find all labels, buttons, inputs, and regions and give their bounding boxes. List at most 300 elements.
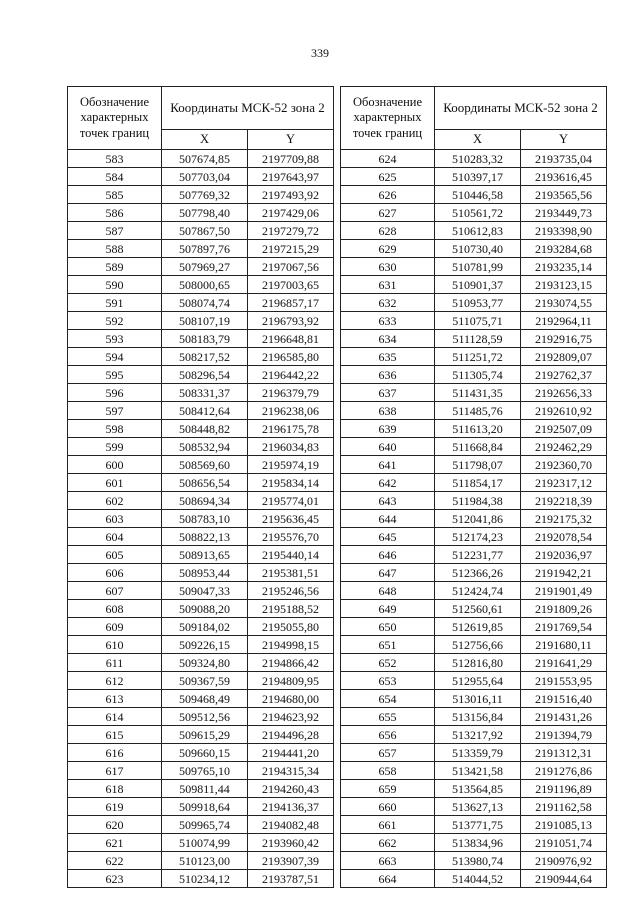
table-row [341,834,607,852]
x-coordinate-cell: 510901,37 [435,276,521,294]
y-coordinate-cell: 2193565,56 [521,186,607,204]
point-number-cell: 592 [68,312,162,330]
point-number-cell: 637 [341,384,435,402]
x-coordinate-cell: 510953,77 [435,294,521,312]
point-number-cell: 587 [68,222,162,240]
point-number-cell: 661 [341,816,435,834]
x-coordinate-cell: 509184,02 [162,618,248,636]
x-coordinate-cell: 509226,15 [162,636,248,654]
table-row [341,528,607,546]
y-coordinate-cell: 2192317,12 [521,474,607,492]
x-coordinate-cell: 513421,58 [435,762,521,780]
point-number-cell: 615 [68,726,162,744]
x-coordinate-cell: 508331,37 [162,384,248,402]
x-coordinate-cell: 508000,65 [162,276,248,294]
y-coordinate-cell: 2196793,92 [248,312,334,330]
x-coordinate-cell: 509660,15 [162,744,248,762]
point-number-cell: 652 [341,654,435,672]
y-coordinate-cell: 2193074,55 [521,294,607,312]
y-coordinate-cell: 2191196,89 [521,780,607,798]
y-coordinate-cell: 2196442,22 [248,366,334,384]
table-row [68,744,334,762]
point-number-cell: 589 [68,258,162,276]
x-coordinate-cell: 508412,64 [162,402,248,420]
header-coordinate-system: Координаты МСК-52 зона 2 [162,87,334,130]
point-number-cell: 606 [68,564,162,582]
y-coordinate-cell: 2197709,88 [248,150,334,168]
point-number-cell: 605 [68,546,162,564]
x-coordinate-cell: 512756,66 [435,636,521,654]
y-coordinate-cell: 2194998,15 [248,636,334,654]
y-coordinate-cell: 2191085,13 [521,816,607,834]
table-row [341,168,607,186]
y-coordinate-cell: 2194260,43 [248,780,334,798]
table-row [68,618,334,636]
x-coordinate-cell: 510446,58 [435,186,521,204]
table-row [341,366,607,384]
table-row [68,222,334,240]
y-coordinate-cell: 2196379,79 [248,384,334,402]
table-row [68,582,334,600]
table-row [68,564,334,582]
table-row [341,492,607,510]
table-row [341,312,607,330]
point-number-cell: 647 [341,564,435,582]
table-row [341,870,607,888]
table-row [341,618,607,636]
table-row [68,204,334,222]
point-number-cell: 624 [341,150,435,168]
y-coordinate-cell: 2197643,97 [248,168,334,186]
y-coordinate-cell: 2196034,83 [248,438,334,456]
y-coordinate-cell: 2194441,20 [248,744,334,762]
point-number-cell: 595 [68,366,162,384]
table-row [68,366,334,384]
header-y: Y [521,130,607,150]
x-coordinate-cell: 511984,38 [435,492,521,510]
y-coordinate-cell: 2193235,14 [521,258,607,276]
point-number-cell: 612 [68,672,162,690]
table-row [341,708,607,726]
y-coordinate-cell: 2195834,14 [248,474,334,492]
point-number-cell: 614 [68,708,162,726]
x-coordinate-cell: 510074,99 [162,834,248,852]
point-number-cell: 604 [68,528,162,546]
y-coordinate-cell: 2191901,49 [521,582,607,600]
point-number-cell: 607 [68,582,162,600]
table-row [341,186,607,204]
x-coordinate-cell: 510283,32 [435,150,521,168]
y-coordinate-cell: 2193735,04 [521,150,607,168]
y-coordinate-cell: 2196857,17 [248,294,334,312]
table-row [68,294,334,312]
x-coordinate-cell: 508296,54 [162,366,248,384]
point-number-cell: 620 [68,816,162,834]
table-row [341,762,607,780]
point-number-cell: 649 [341,600,435,618]
y-coordinate-cell: 2194809,95 [248,672,334,690]
table-row [68,798,334,816]
point-number-cell: 663 [341,852,435,870]
y-coordinate-cell: 2192218,39 [521,492,607,510]
table-row [68,258,334,276]
point-number-cell: 633 [341,312,435,330]
y-coordinate-cell: 2191641,29 [521,654,607,672]
header-point-label: Обозначение характерных точек границ [341,87,435,150]
y-coordinate-cell: 2191809,26 [521,600,607,618]
point-number-cell: 630 [341,258,435,276]
y-coordinate-cell: 2193960,42 [248,834,334,852]
header-coordinate-system: Координаты МСК-52 зона 2 [435,87,607,130]
table-row [68,852,334,870]
x-coordinate-cell: 510123,00 [162,852,248,870]
x-coordinate-cell: 513980,74 [435,852,521,870]
x-coordinate-cell: 511305,74 [435,366,521,384]
x-coordinate-cell: 507769,32 [162,186,248,204]
table-row [341,510,607,528]
y-coordinate-cell: 2197429,06 [248,204,334,222]
table-body-left [68,150,334,888]
y-coordinate-cell: 2193616,45 [521,168,607,186]
point-number-cell: 585 [68,186,162,204]
table-row [341,690,607,708]
y-coordinate-cell: 2197493,92 [248,186,334,204]
table-row [68,780,334,798]
table-row [341,384,607,402]
point-number-cell: 634 [341,330,435,348]
x-coordinate-cell: 510612,83 [435,222,521,240]
x-coordinate-cell: 513771,75 [435,816,521,834]
y-coordinate-cell: 2197279,72 [248,222,334,240]
y-coordinate-cell: 2192507,09 [521,420,607,438]
point-number-cell: 598 [68,420,162,438]
x-coordinate-cell: 513359,79 [435,744,521,762]
point-number-cell: 600 [68,456,162,474]
y-coordinate-cell: 2194136,37 [248,798,334,816]
table-row [341,564,607,582]
x-coordinate-cell: 510234,12 [162,870,248,888]
table-row [68,474,334,492]
point-number-cell: 608 [68,600,162,618]
x-coordinate-cell: 509367,59 [162,672,248,690]
y-coordinate-cell: 2192964,11 [521,312,607,330]
y-coordinate-cell: 2196585,80 [248,348,334,366]
x-coordinate-cell: 509468,49 [162,690,248,708]
point-number-cell: 617 [68,762,162,780]
x-coordinate-cell: 509512,56 [162,708,248,726]
x-coordinate-cell: 514044,52 [435,870,521,888]
y-coordinate-cell: 2195381,51 [248,564,334,582]
table-row [68,168,334,186]
table-row [68,600,334,618]
header-x: X [435,130,521,150]
table-row [341,600,607,618]
y-coordinate-cell: 2193907,39 [248,852,334,870]
table-row [68,672,334,690]
point-number-cell: 641 [341,456,435,474]
y-coordinate-cell: 2191769,54 [521,618,607,636]
y-coordinate-cell: 2195055,80 [248,618,334,636]
table-row [68,528,334,546]
table-row [68,456,334,474]
table-row [68,348,334,366]
table-row [341,276,607,294]
table-row [341,816,607,834]
x-coordinate-cell: 512424,74 [435,582,521,600]
table-row [68,438,334,456]
table-row [341,744,607,762]
x-coordinate-cell: 508913,65 [162,546,248,564]
table-row [68,492,334,510]
table-row [68,312,334,330]
coordinates-table-left [67,86,334,888]
point-number-cell: 658 [341,762,435,780]
x-coordinate-cell: 512041,86 [435,510,521,528]
point-number-cell: 639 [341,420,435,438]
y-coordinate-cell: 2196238,06 [248,402,334,420]
y-coordinate-cell: 2191051,74 [521,834,607,852]
table-row [68,186,334,204]
x-coordinate-cell: 508183,79 [162,330,248,348]
point-number-cell: 636 [341,366,435,384]
table-row [341,798,607,816]
y-coordinate-cell: 2193284,68 [521,240,607,258]
y-coordinate-cell: 2190976,92 [521,852,607,870]
point-number-cell: 599 [68,438,162,456]
table-row [68,402,334,420]
table-row [341,348,607,366]
point-number-cell: 623 [68,870,162,888]
point-number-cell: 586 [68,204,162,222]
table-row [341,726,607,744]
table-row [68,762,334,780]
table-row [341,330,607,348]
point-number-cell: 619 [68,798,162,816]
x-coordinate-cell: 511075,71 [435,312,521,330]
y-coordinate-cell: 2192360,70 [521,456,607,474]
y-coordinate-cell: 2195246,56 [248,582,334,600]
header-x: X [162,130,248,150]
y-coordinate-cell: 2193449,73 [521,204,607,222]
y-coordinate-cell: 2195440,14 [248,546,334,564]
point-number-cell: 664 [341,870,435,888]
table-row [341,654,607,672]
point-number-cell: 602 [68,492,162,510]
y-coordinate-cell: 2191394,79 [521,726,607,744]
x-coordinate-cell: 508783,10 [162,510,248,528]
x-coordinate-cell: 508074,74 [162,294,248,312]
x-coordinate-cell: 510781,99 [435,258,521,276]
point-number-cell: 653 [341,672,435,690]
x-coordinate-cell: 512955,64 [435,672,521,690]
point-number-cell: 610 [68,636,162,654]
y-coordinate-cell: 2196175,78 [248,420,334,438]
y-coordinate-cell: 2192462,29 [521,438,607,456]
table-row [68,420,334,438]
x-coordinate-cell: 509047,33 [162,582,248,600]
point-number-cell: 643 [341,492,435,510]
table-row [341,438,607,456]
x-coordinate-cell: 509324,80 [162,654,248,672]
table-row [68,834,334,852]
point-number-cell: 626 [341,186,435,204]
point-number-cell: 601 [68,474,162,492]
y-coordinate-cell: 2191516,40 [521,690,607,708]
table-row [68,240,334,258]
x-coordinate-cell: 511798,07 [435,456,521,474]
point-number-cell: 583 [68,150,162,168]
point-number-cell: 590 [68,276,162,294]
point-number-cell: 645 [341,528,435,546]
x-coordinate-cell: 513834,96 [435,834,521,852]
x-coordinate-cell: 508822,13 [162,528,248,546]
point-number-cell: 611 [68,654,162,672]
point-number-cell: 618 [68,780,162,798]
x-coordinate-cell: 508953,44 [162,564,248,582]
x-coordinate-cell: 507798,40 [162,204,248,222]
y-coordinate-cell: 2191312,31 [521,744,607,762]
point-number-cell: 655 [341,708,435,726]
y-coordinate-cell: 2192036,97 [521,546,607,564]
point-number-cell: 627 [341,204,435,222]
table-row [341,258,607,276]
y-coordinate-cell: 2194082,48 [248,816,334,834]
point-number-cell: 629 [341,240,435,258]
x-coordinate-cell: 513217,92 [435,726,521,744]
y-coordinate-cell: 2194623,92 [248,708,334,726]
x-coordinate-cell: 508569,60 [162,456,248,474]
x-coordinate-cell: 512366,26 [435,564,521,582]
y-coordinate-cell: 2194680,00 [248,690,334,708]
y-coordinate-cell: 2191162,58 [521,798,607,816]
y-coordinate-cell: 2192656,33 [521,384,607,402]
x-coordinate-cell: 513627,13 [435,798,521,816]
x-coordinate-cell: 508694,34 [162,492,248,510]
table-row [341,240,607,258]
point-number-cell: 648 [341,582,435,600]
y-coordinate-cell: 2194866,42 [248,654,334,672]
table-body-right [341,150,607,888]
x-coordinate-cell: 511128,59 [435,330,521,348]
table-row [341,204,607,222]
point-number-cell: 662 [341,834,435,852]
table-row [68,726,334,744]
header-y: Y [248,130,334,150]
y-coordinate-cell: 2192916,75 [521,330,607,348]
y-coordinate-cell: 2193123,15 [521,276,607,294]
point-number-cell: 616 [68,744,162,762]
y-coordinate-cell: 2192809,07 [521,348,607,366]
point-number-cell: 594 [68,348,162,366]
x-coordinate-cell: 508532,94 [162,438,248,456]
point-number-cell: 591 [68,294,162,312]
x-coordinate-cell: 510561,72 [435,204,521,222]
table-row [341,456,607,474]
y-coordinate-cell: 2191942,21 [521,564,607,582]
y-coordinate-cell: 2195188,52 [248,600,334,618]
x-coordinate-cell: 509918,64 [162,798,248,816]
y-coordinate-cell: 2192762,37 [521,366,607,384]
y-coordinate-cell: 2191431,26 [521,708,607,726]
table-row [341,222,607,240]
point-number-cell: 660 [341,798,435,816]
table-row [68,636,334,654]
x-coordinate-cell: 512816,80 [435,654,521,672]
y-coordinate-cell: 2192610,92 [521,402,607,420]
point-number-cell: 597 [68,402,162,420]
y-coordinate-cell: 2192078,54 [521,528,607,546]
table-row [68,690,334,708]
point-number-cell: 659 [341,780,435,798]
x-coordinate-cell: 510730,40 [435,240,521,258]
table-row [68,510,334,528]
point-number-cell: 644 [341,510,435,528]
point-number-cell: 622 [68,852,162,870]
y-coordinate-cell: 2193398,90 [521,222,607,240]
table-row [68,816,334,834]
x-coordinate-cell: 507867,50 [162,222,248,240]
x-coordinate-cell: 511613,20 [435,420,521,438]
y-coordinate-cell: 2195576,70 [248,528,334,546]
y-coordinate-cell: 2197067,56 [248,258,334,276]
point-number-cell: 588 [68,240,162,258]
table-row [341,672,607,690]
x-coordinate-cell: 511668,84 [435,438,521,456]
y-coordinate-cell: 2195974,19 [248,456,334,474]
x-coordinate-cell: 513564,85 [435,780,521,798]
point-number-cell: 657 [341,744,435,762]
x-coordinate-cell: 511431,35 [435,384,521,402]
y-coordinate-cell: 2191680,11 [521,636,607,654]
point-number-cell: 632 [341,294,435,312]
table-row [341,474,607,492]
y-coordinate-cell: 2191276,86 [521,762,607,780]
point-number-cell: 625 [341,168,435,186]
page-number: 339 [311,46,329,60]
point-number-cell: 603 [68,510,162,528]
point-number-cell: 650 [341,618,435,636]
table-row [341,852,607,870]
table-row [341,636,607,654]
x-coordinate-cell: 508217,52 [162,348,248,366]
x-coordinate-cell: 511485,76 [435,402,521,420]
point-number-cell: 638 [341,402,435,420]
table-row [68,330,334,348]
x-coordinate-cell: 512560,61 [435,600,521,618]
y-coordinate-cell: 2191553,95 [521,672,607,690]
x-coordinate-cell: 509088,20 [162,600,248,618]
x-coordinate-cell: 509811,44 [162,780,248,798]
y-coordinate-cell: 2196648,81 [248,330,334,348]
table-row [341,150,607,168]
x-coordinate-cell: 513016,11 [435,690,521,708]
y-coordinate-cell: 2195774,01 [248,492,334,510]
point-number-cell: 596 [68,384,162,402]
x-coordinate-cell: 507703,04 [162,168,248,186]
table-row [341,582,607,600]
table-row [68,384,334,402]
point-number-cell: 613 [68,690,162,708]
table-row [68,654,334,672]
point-number-cell: 656 [341,726,435,744]
y-coordinate-cell: 2193787,51 [248,870,334,888]
table-row [341,420,607,438]
x-coordinate-cell: 509615,29 [162,726,248,744]
y-coordinate-cell: 2192175,32 [521,510,607,528]
y-coordinate-cell: 2195636,45 [248,510,334,528]
table-row [341,294,607,312]
table-row [341,546,607,564]
